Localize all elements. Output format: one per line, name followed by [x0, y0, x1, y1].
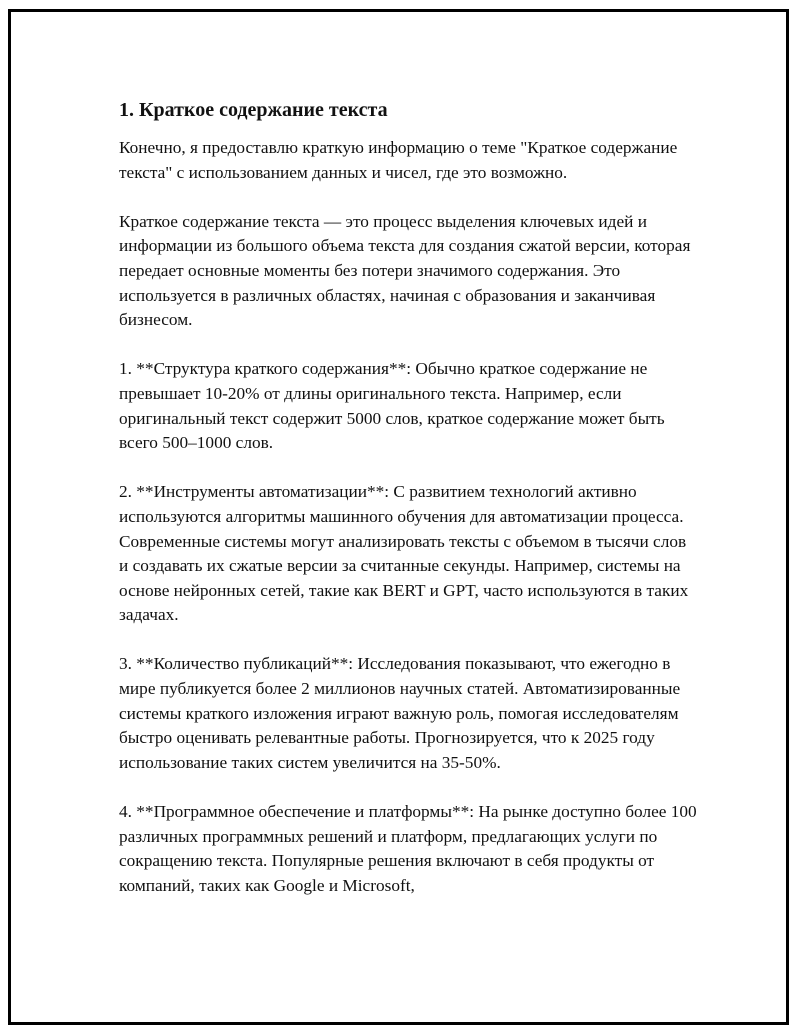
- document-page: [8, 9, 789, 1025]
- intro-paragraph: Конечно, я предоставлю краткую информацию о теме "Краткое содержание текста" с использованием данных и чисел, где это возможно.: [119, 138, 678, 182]
- publications-paragraph: 3. **Количество публикаций**: Исследования показывают, что ежегодно в мире публикуется более 2 миллионов научных статей. Автоматизированные системы краткого изложения играют важную роль, помогая исследователям быстро оценивать релевантные работы. Прогнозируется, что к 2025 году использование таких систем увеличится на 35-50%.: [119, 654, 681, 772]
- automation-tools-paragraph: 2. **Инструменты автоматизации**: С развитием технологий активно используются алгоритмы машинного обучения для автоматизации процесса. Современные системы могут анализировать тексты с объемом в тысячи слов и создавать их сжатые версии за считанные секунды. Например, системы на основе нейронных сетей, такие как BERT и GPT, часто используются в таких задачах.: [119, 482, 689, 625]
- software-platforms-paragraph: 4. **Программное обеспечение и платформы**: На рынке доступно более 100 различных программных решений и платформ, предлагающих услуги по сокращению текста. Популярные решения включают в себя продукты от компаний, таких как Google и Microsoft,: [119, 802, 697, 895]
- structure-paragraph: 1. **Структура краткого содержания**: Обычно краткое содержание не превышает 10-20% от длины оригинального текста. Например, если оригинальный текст содержит 5000 слов, краткое содержание может быть всего 500–1000 слов.: [119, 359, 665, 453]
- document-body: [119, 97, 699, 923]
- definition-paragraph: Краткое содержание текста — это процесс выделения ключевых идей и информации из большого объема текста для создания сжатой версии, которая передает основные моменты без потери значимого содержания. Это используется в различных областях, начиная с образования и заканчивая бизнесом.: [119, 211, 691, 330]
- document-title: 1. Краткое содержание текста: [119, 99, 388, 121]
